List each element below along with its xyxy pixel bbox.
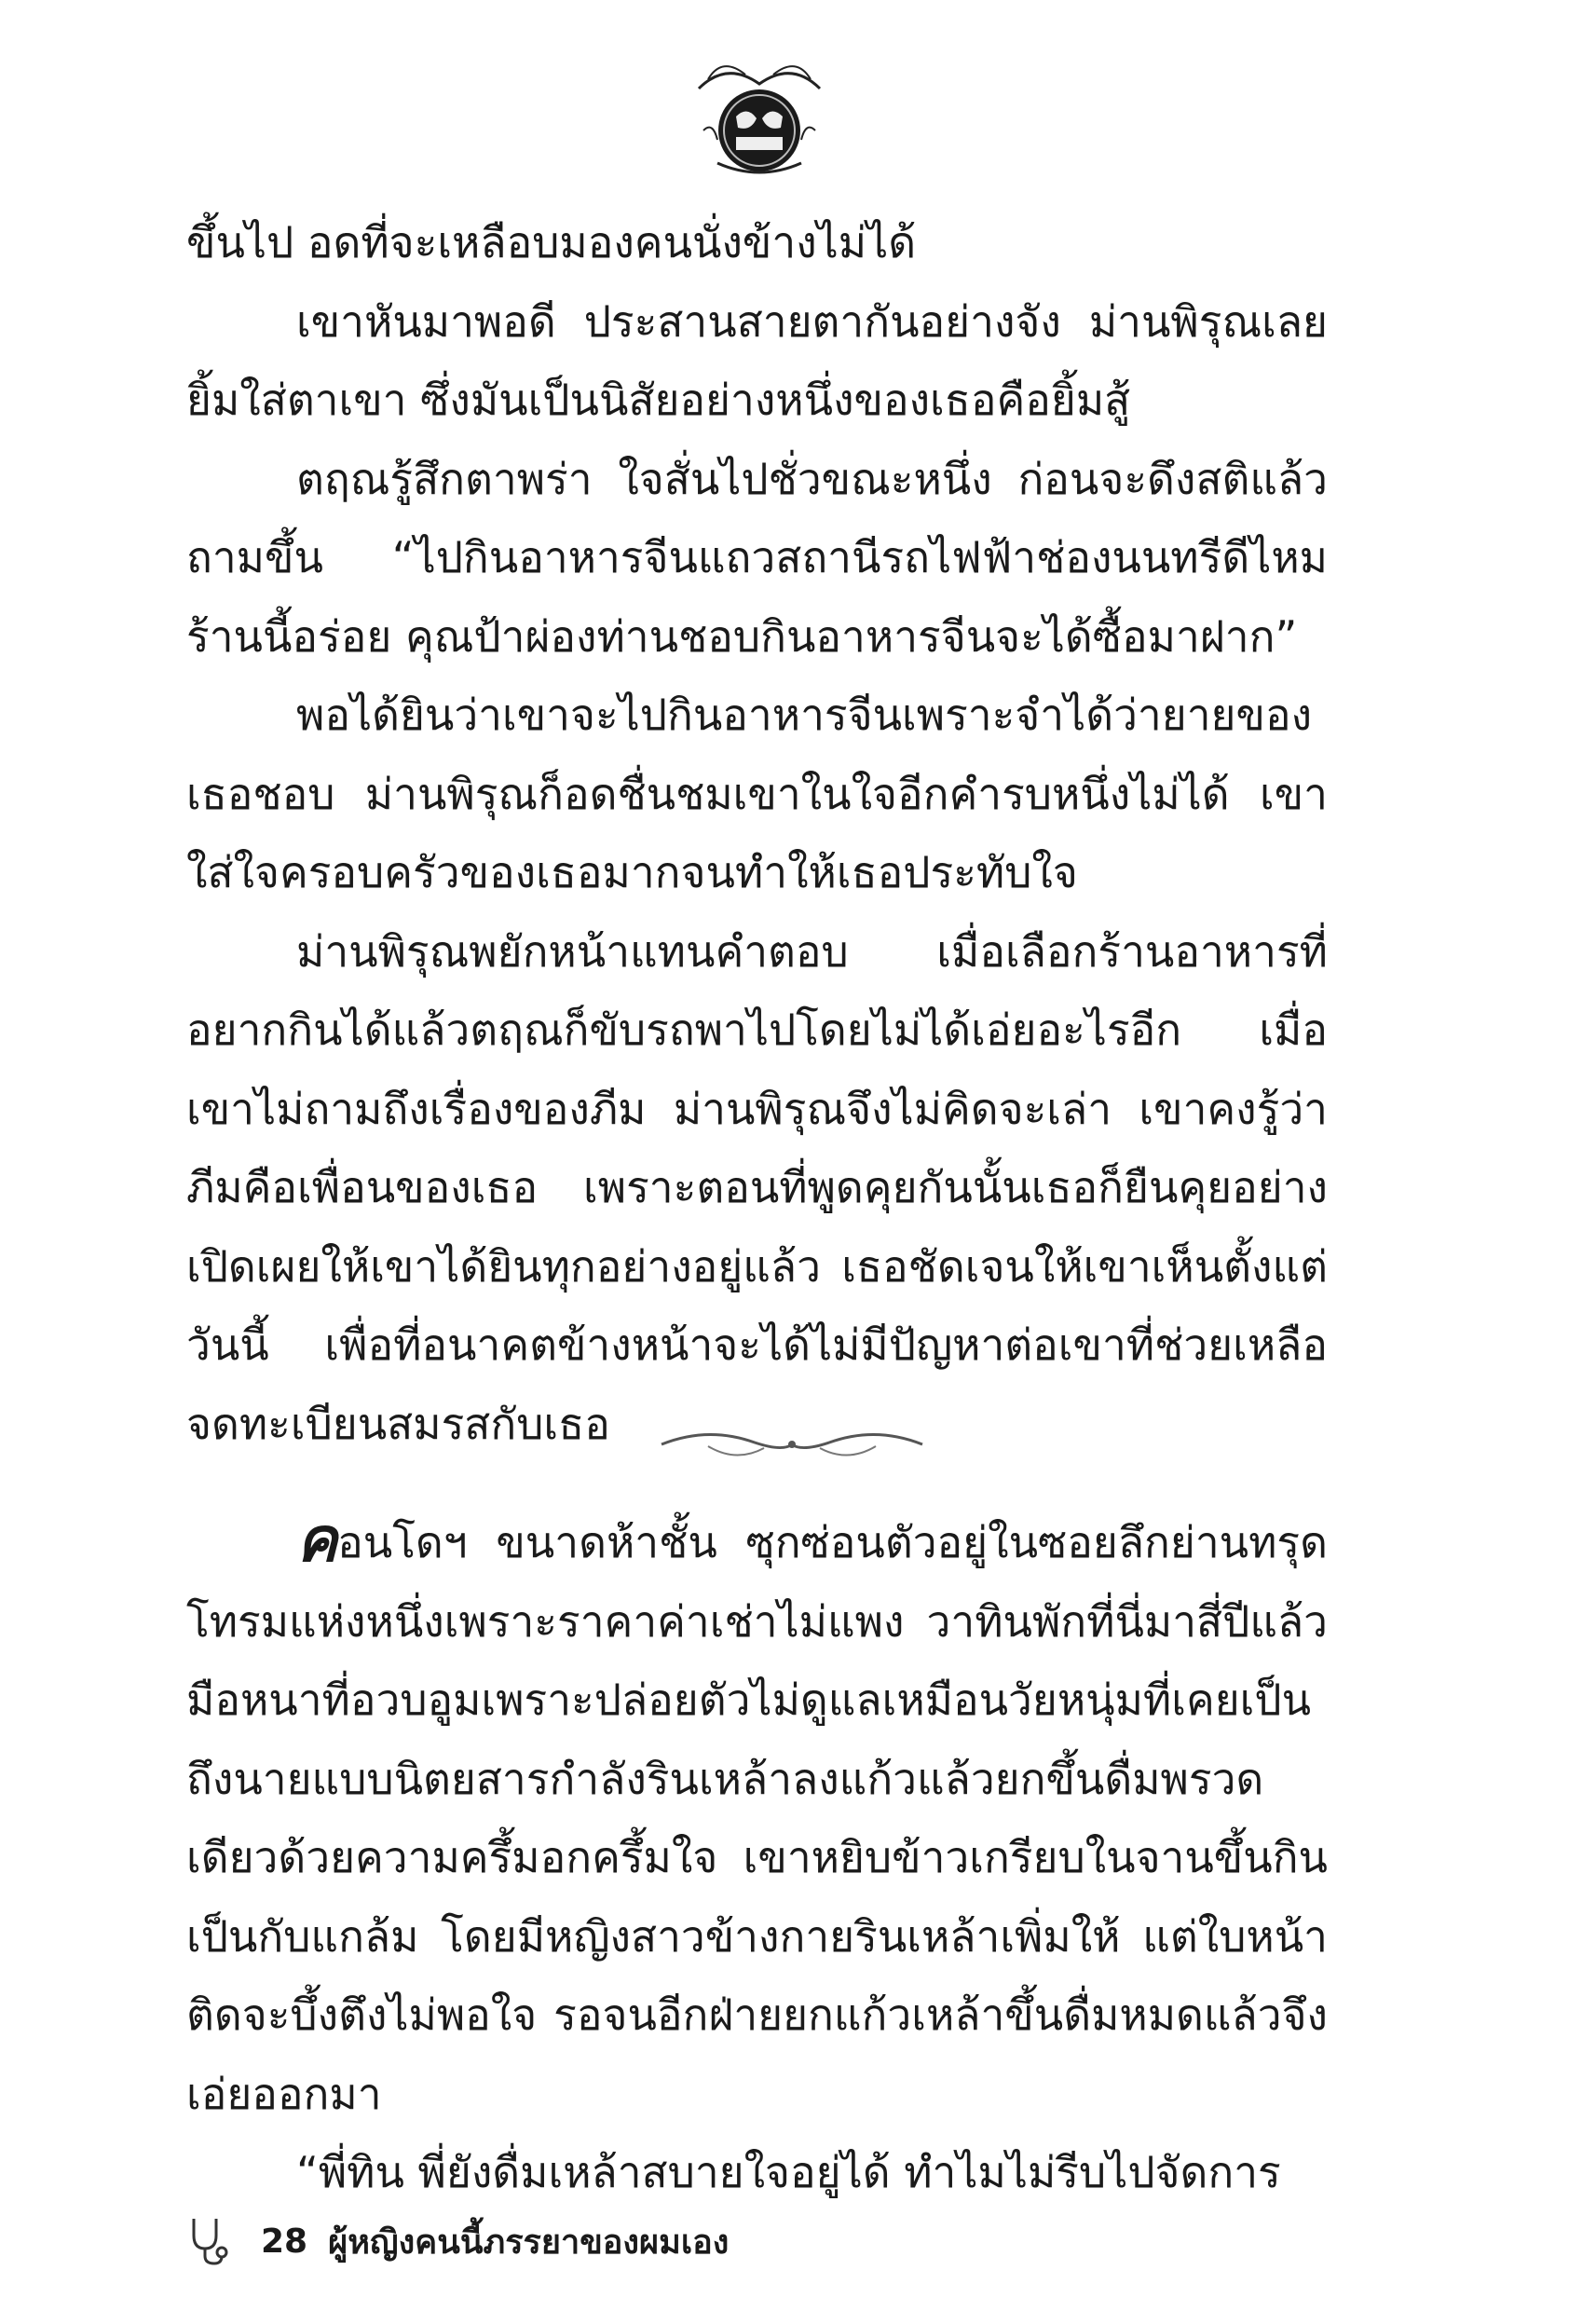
section-1-body [186,203,1328,1463]
paragraph-1: ขึ้นไป อดที่จะเหลือบมองคนนั่งข้างไม่ได้ [186,217,917,267]
section-2-body [186,1503,1328,2212]
paragraph-4: พอได้ยินว่าเขาจะไปกินอาหารจีนเพราะจำได้ว่ายายของเธอชอบ ม่านพิรุณก็อดชื่นชมเขาในใจอีกคำรบหนึ่งไม่ได้ เขาใส่ใจครอบครัวของเธอมากจนทำให้เธอประทับใจ [186,690,1328,897]
ornamental-flourish-divider-icon [652,1416,932,1472]
paragraph-6-text: อนโดฯ ขนาดห้าชั้น ซุกซ่อนตัวอยู่ในซอยลึกย่านทรุดโทรมแห่งหนึ่งเพราะราคาค่าเช่าไม่แพง วาทินพักที่นี่มาสี่ปีแล้ว มือหนาที่อวบอูมเพราะปล่อยตัวไม่ดูแลเหมือนวัยหนุ่มที่เคยเป็นถึงนายแบบนิตยสารกำลังรินเหล้าลงแก้วแล้วยกขึ้นดื่มพรวดเดียวด้วยความครึ้มอกครึ้มใจ เขาหยิบข้าวเกรียบในจานขึ้นกินเป็นกับแกล้ม โดยมีหญิงสาวข้างกายรินเหล้าเพิ่มให้ แต่ใบหน้าติดจะบึ้งตึงไม่พอใจ รอจนอีกฝ่ายยกแก้วเหล้าขึ้นดื่มหมดแล้วจึงเอ่ยออกมา [186,1517,1328,2119]
page-footer [186,2213,729,2269]
paragraph-6 [186,1503,1328,2133]
sigil-bird-logo-icon [689,51,829,182]
paragraph-2: เขาหันมาพอดี ประสานสายตากันอย่างจัง ม่านพิรุณเลยยิ้มใส่ตาเขา ซึ่งมันเป็นนิสัยอย่างหนึ่งของเธอคือยิ้มสู้ [186,295,1328,425]
paragraph-3: ตฤณรู้สึกตาพร่า ใจสั่นไปชั่วขณะหนึ่ง ก่อนจะดึงสติแล้วถามขึ้น “ไปกินอาหารจีนแถวสถานีรถไฟฟ้าช่องนนทรีดีไหม ร้านนี้อร่อย คุณป้าผ่องท่านชอบกินอาหารจีนจะได้ซื้อมาฝาก” [186,453,1328,662]
stethoscope-icon [186,2215,229,2267]
book-title: ผู้หญิงคนนี้ภรรยาของผมเอง [328,2222,730,2262]
page-number: 28 [261,2222,308,2261]
paragraph-5: ม่านพิรุณพยักหน้าแทนคำตอบ เมื่อเลือกร้านอาหารที่อยากกินได้แล้วตฤณก็ขับรถพาไปโดยไม่ได้เอ่ยอะไรอีก เมื่อเขาไม่ถามถึงเรื่องของภีม ม่านพิรุณจึงไม่คิดจะเล่า เขาคงรู้ว่าภีมคือเพื่อนของเธอ เพราะตอนที่พูดคุยกันนั้นเธอก็ยืนคุยอย่างเปิดเผยให้เขาได้ยินทุกอย่างอยู่แล้ว เธอชัดเจนให้เขาเห็นตั้งแต่วันนี้ เพื่อที่อนาคตข้างหน้าจะได้ไม่มีปัญหาต่อเขาที่ช่วยเหลือจดทะเบียนสมรสกับเธอ [186,925,1328,1449]
drop-cap: ค [296,1504,338,1576]
paragraph-7: “พี่ทิน พี่ยังดื่มเหล้าสบายใจอยู่ได้ ทำไมไม่รีบไปจัดการ [296,2147,1281,2197]
